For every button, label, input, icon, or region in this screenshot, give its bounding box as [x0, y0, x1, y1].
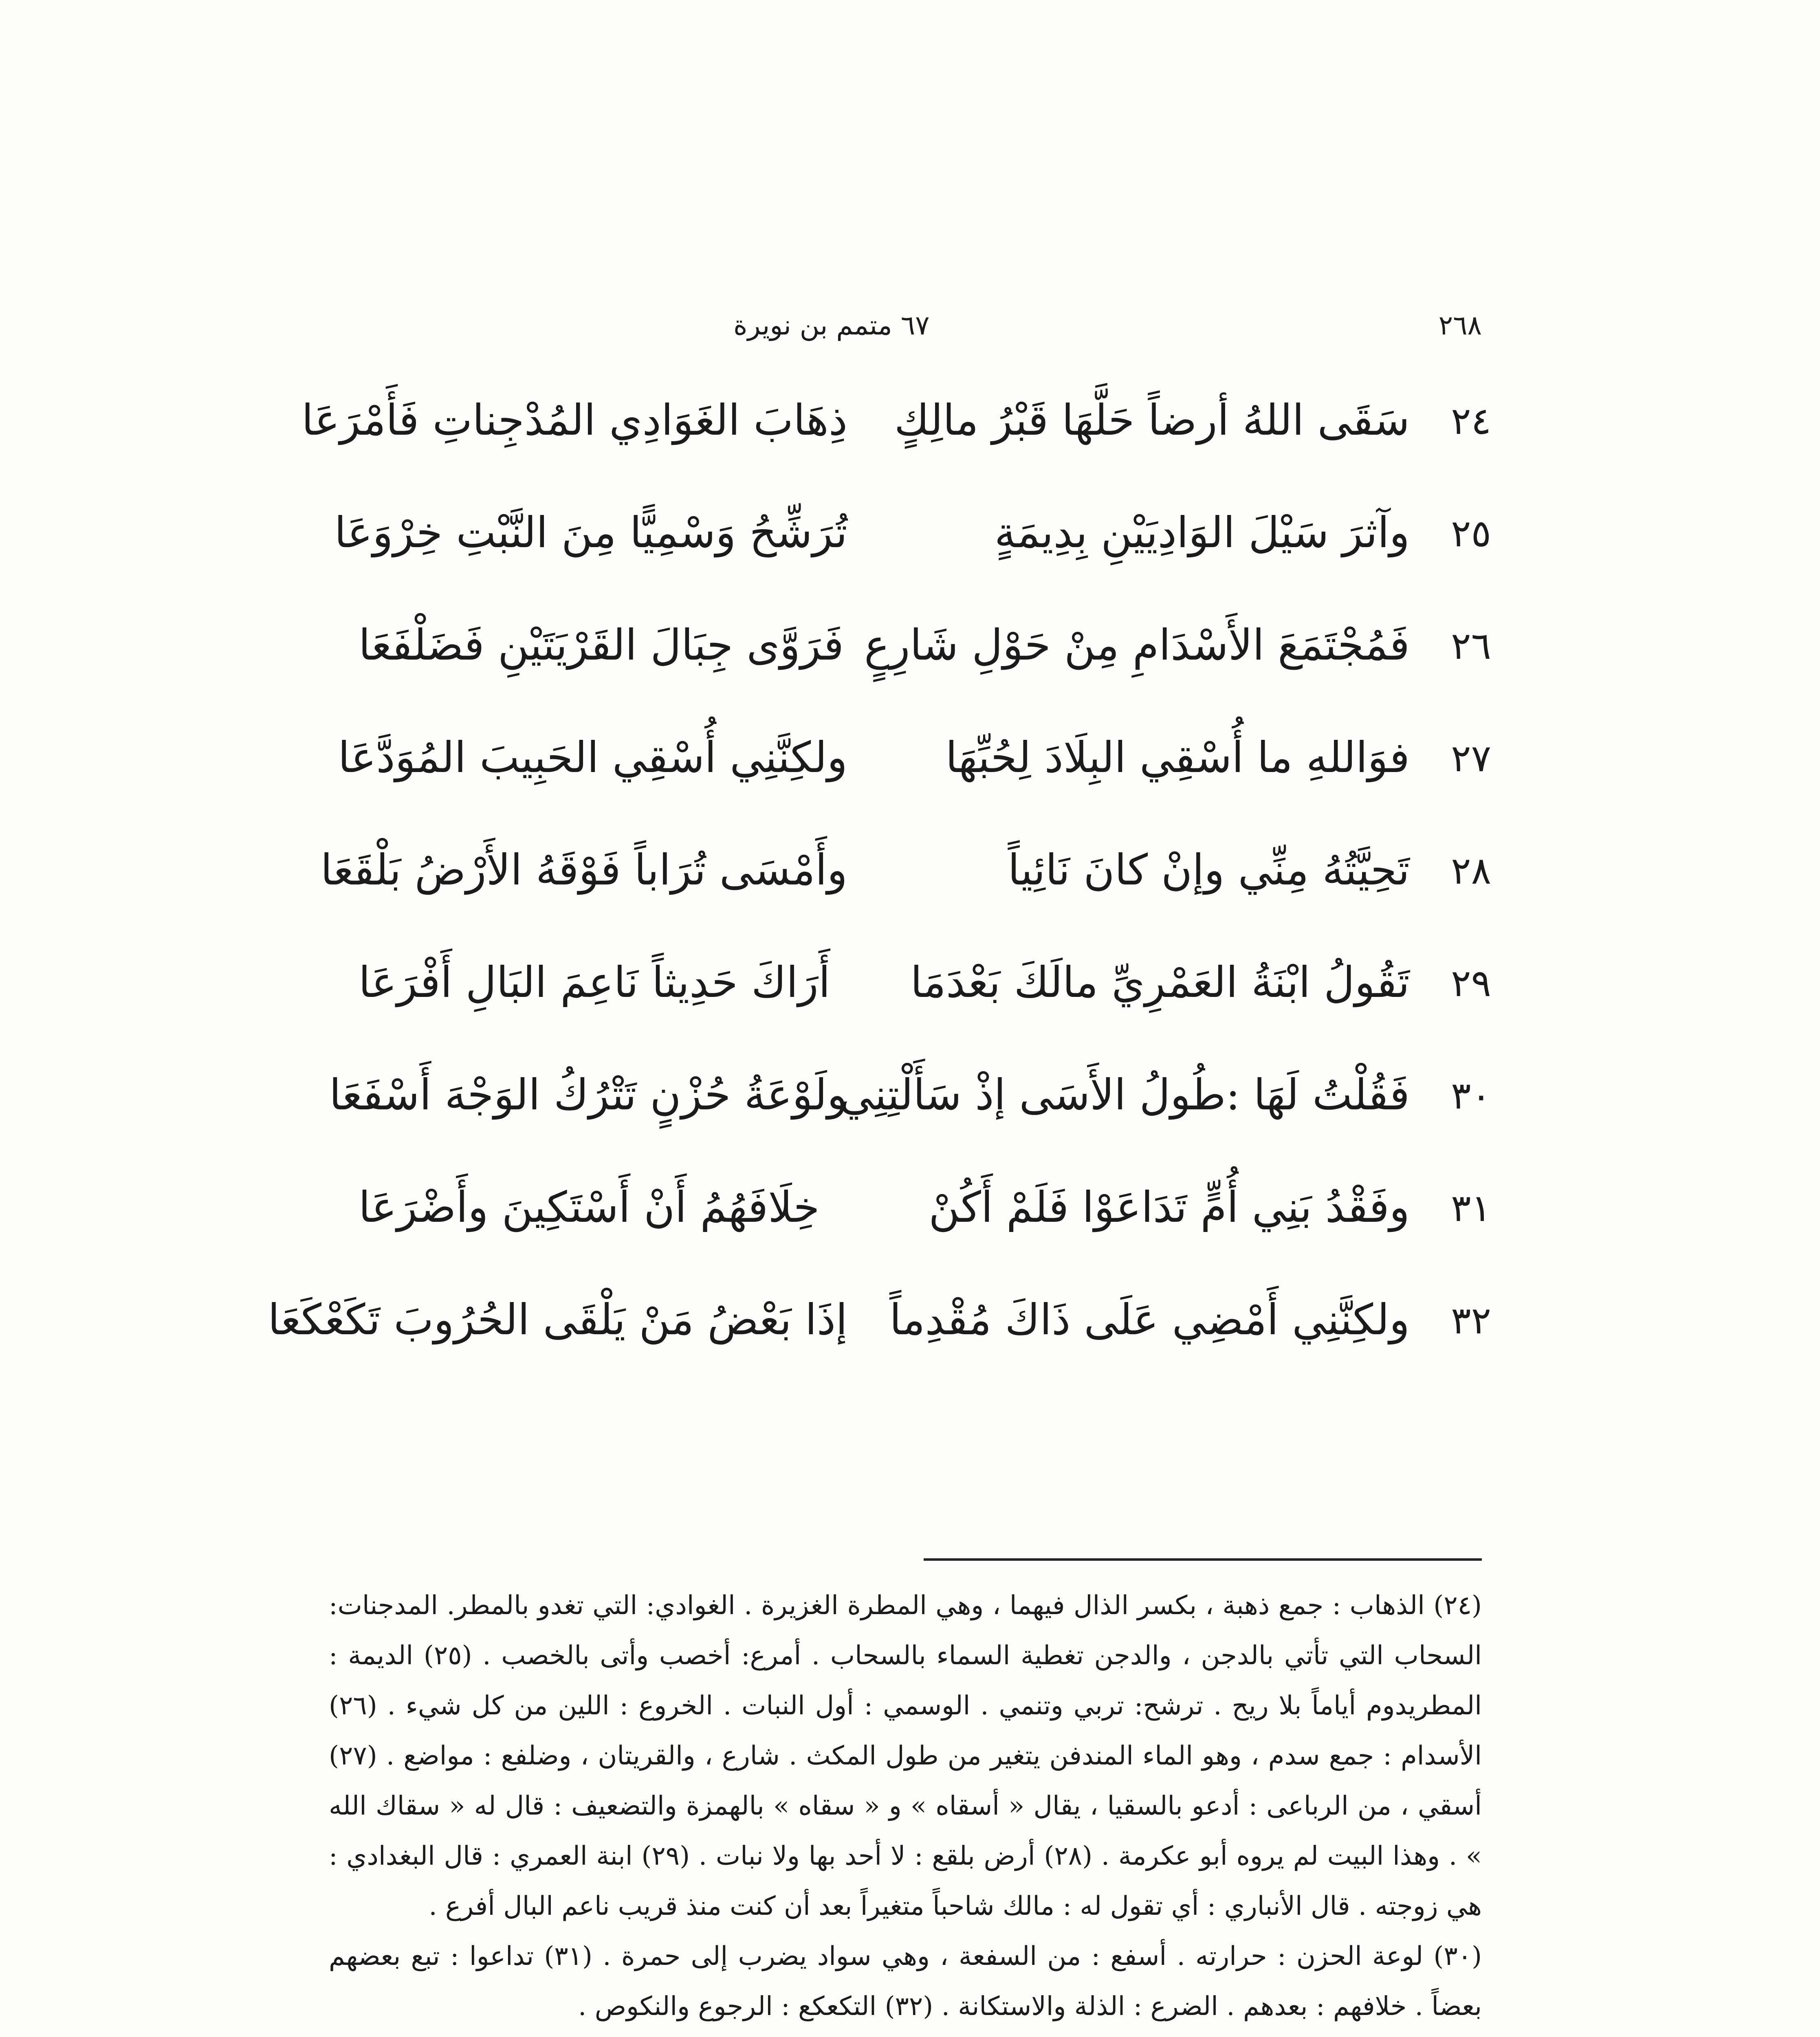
first-hemistich: ولكِنَّنِي أَمْضِي عَلَى ذَاكَ مُقْدِماً	[889, 1295, 1410, 1344]
footnotes	[329, 1581, 1482, 2032]
second-hemistich: أَرَاكَ حَدِيثاً نَاعِمَ البَالِ أَفْرَعَا	[359, 957, 830, 1007]
verse-25	[334, 504, 1491, 616]
verse-24	[301, 391, 1491, 504]
second-hemistich: ولَوْعَةُ حُزْنٍ تَتْرُكُ الوَجْهَ أَسْفَعَا	[329, 1070, 847, 1120]
verse-32	[268, 1291, 1491, 1403]
first-hemistich: تَحِيَّتُهُ مِنِّي وإنْ كانَ نَائِياً	[1008, 845, 1410, 895]
verse-number: ٢٨	[1451, 849, 1491, 893]
footnote-29: (٢٩) ابنة العمري : قال البغدادي : هي زوجته . قال الأنباري : أي تقول له : مالك شاحباً متغيراً بعد أن كنت منذ قريب ناعم البال أفرع .	[329, 1841, 1482, 1921]
footnote-31: (٣١) تداعوا : تبع بعضهم بعضاً . خلافهم : بعدهم . الضرع : الذلة والاستكانة .	[329, 1941, 1482, 2022]
footnote-paragraph	[329, 1581, 1482, 1931]
verse-29	[359, 953, 1491, 1066]
verse-number: ٣١	[1451, 1186, 1491, 1230]
verse-number: ٢٥	[1451, 512, 1491, 555]
footnote-26: (٢٦) الأسدام : جمع سدم ، وهو الماء المندفن يتغير من طول المكث . شارع ، والقريتان ، وضلفع : مواضع .	[329, 1691, 1482, 1771]
footnote-30: (٣٠) لوعة الحزن : حرارته . أسفع : من السفعة ، وهي سواد يضرب إلى حمرة .	[603, 1941, 1482, 1971]
footnote-27: (٢٧) أسقي ، من الرباعى : أدعو بالسقيا ، يقال « أسقاه » و « سقاه » بالهمزة والتضعيف : قال له « سقاك الله » . وهذا البيت لم يروه أبو عكرمة .	[329, 1741, 1482, 1871]
verse-number: ٢٧	[1451, 737, 1491, 780]
first-hemistich: وفَقْدُ بَنِي أُمٍّ تَدَاعَوْا فَلَمْ أَكُنْ	[929, 1182, 1410, 1232]
first-hemistich: وآثرَ سَيْلَ الوَادِيَيْنِ بِدِيمَةٍ	[994, 508, 1410, 557]
first-hemistich: فوَاللهِ ما أُسْقِي البِلَادَ لِحُبِّهَا	[945, 733, 1410, 782]
second-hemistich: فَرَوَّى جِبَالَ القَرْيَتَيْنِ فَضَلْفَعَا	[359, 620, 844, 670]
verse-number: ٢٩	[1451, 961, 1491, 1005]
footnote-24: (٢٤) الذهاب : جمع ذهبة ، بكسر الذال فيهما ، وهي المطرة الغزيرة . الغوادي: التي تغدو بالمطر. المدجنات: السحاب التي تأتي بالدجن ، والدجن تغطية السماء بالسحاب . أمرع: أخصب وأتى بالخصب .	[329, 1590, 1482, 1671]
verse-26	[359, 616, 1491, 728]
second-hemistich: ولكِنَّنِي أُسْقِي الحَبِيبَ المُوَدَّعَا	[338, 733, 847, 782]
verse-28	[320, 841, 1491, 953]
second-hemistich: تُرَشِّحُ وَسْمِيًّا مِنَ النَّبْتِ خِرْوَعَا	[334, 508, 847, 557]
verse-number: ٣٠	[1451, 1074, 1491, 1117]
first-hemistich: تَقُولُ ابْنَةُ العَمْرِيِّ مالَكَ بَعْدَمَا	[910, 957, 1410, 1007]
footnote-32: (٣٢) التكعكع : الرجوع والنكوص .	[578, 1991, 933, 2022]
first-hemistich: سَقَى اللهُ أرضاً حَلَّهَا قَبْرُ مالِكٍ	[894, 395, 1410, 445]
second-hemistich: إذَا بَعْضُ مَنْ يَلْقَى الحُرُوبَ تَكَعْكَعَا	[268, 1295, 847, 1344]
verse-31	[359, 1178, 1491, 1291]
poem-verses	[268, 391, 1491, 1403]
footnote-25: (٢٥) الديمة : المطريدوم أياماً بلا ريح . ترشح: تربي وتنمي . الوسمي : أول النبات . الخروع : اللين من كل شيء .	[329, 1641, 1482, 1721]
second-hemistich: ذِهَابَ الغَوَادِي المُدْجِناتِ فَأَمْرَعَا	[301, 395, 847, 445]
footnote-divider	[924, 1558, 1482, 1561]
running-title: ٦٧ متمم بن نويرة	[733, 310, 930, 341]
verse-number: ٣٢	[1451, 1299, 1491, 1342]
first-hemistich: فَقُلْتُ لَهَا :طُولُ الأَسَى إذْ سَأَلْتِنِي	[839, 1070, 1410, 1120]
verse-number: ٢٦	[1451, 624, 1491, 668]
verse-30	[329, 1066, 1491, 1178]
verse-number: ٢٤	[1451, 399, 1491, 443]
footnote-28: (٢٨) أرض بلقع : لا أحد بها ولا نبات .	[698, 1841, 1093, 1871]
page-number: ٢٦٨	[1438, 310, 1482, 341]
footnote-paragraph	[329, 1931, 1482, 2032]
second-hemistich: وأَمْسَى تُرَاباً فَوْقَهُ الأَرْضُ بَلْقَعَا	[320, 845, 847, 895]
verse-27	[338, 728, 1491, 841]
first-hemistich: فَمُجْتَمَعَ الأَسْدَامِ مِنْ حَوْلِ شَارِعٍ	[864, 620, 1410, 670]
second-hemistich: خِلَافَهُمُ أَنْ أَسْتَكِينَ وأَضْرَعَا	[359, 1182, 820, 1232]
